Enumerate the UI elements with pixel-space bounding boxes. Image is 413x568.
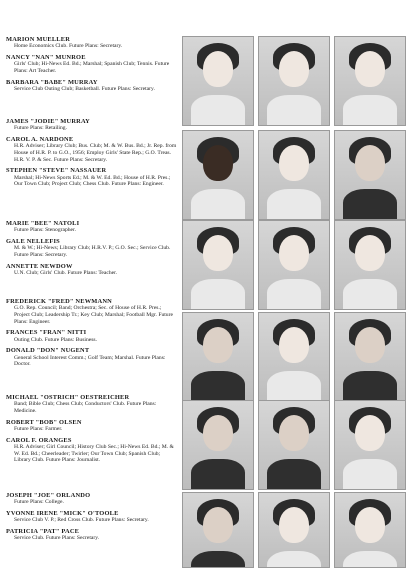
student-name: STEPHEN "STEVE" NASSAUER (6, 167, 107, 175)
bio-entry (6, 263, 178, 277)
student-activities: Band; Bible Club; Chess Club; Conductors' Club. Future Plans: Medicine. (14, 401, 157, 414)
student-activities: H.R. Adviser; Girl Council; History Club Sec.; Hi-News Ed. Bd.; M. & W. Ed. Bd.; Cheerleader; Twirler; Our Town Club; Spanish Club; Library Club. Future Plans: Journalist. (14, 444, 174, 464)
portrait-face (355, 415, 385, 451)
student-name: ROBERT "BOB" OLSEN (6, 418, 82, 426)
student-name: FREDERICK "FRED" NEWMANN (6, 298, 112, 305)
student-activities: Service Club Outing Club; Basketball. Future Plans: Secretary. (14, 86, 155, 92)
portrait-body (191, 189, 245, 220)
portrait-body (343, 459, 397, 490)
portrait-body (267, 459, 321, 490)
portrait-body (267, 189, 321, 220)
student-name: MICHAEL "OSTRICH" OESTREICHER (6, 394, 130, 401)
student-activities: Future Plans: Retailing. (14, 125, 67, 132)
portrait-face (203, 235, 233, 271)
portrait-face (279, 415, 309, 451)
portrait-face (203, 327, 233, 363)
student-photo (334, 312, 406, 402)
student-activities: Service Club. Future Plans: Secretary. (14, 535, 100, 542)
portrait-face (355, 235, 385, 271)
portrait-face (279, 327, 309, 363)
student-activities: Future Plans: Farmer. (14, 426, 63, 432)
portrait-body (343, 371, 397, 402)
student-photo (334, 492, 406, 568)
student-name: DONALD "DON" NUGENT (6, 347, 90, 355)
student-name: CAROL F. ORANGES (6, 436, 72, 444)
student-activities: H.R. Adviser; Library Club; Bus. Club; M. & W. Bus. Bd.; Jr. Rep. from House of H.R. P. to G.O., 1956; Employ Girls' State Rep.; G.O. Treas. H.R. V. P. & Sec. Future Plans: Secretary. (14, 143, 177, 163)
portrait-body (267, 279, 321, 310)
bio-entry (6, 437, 178, 464)
student-name: MARION MUELLER (6, 36, 71, 43)
portrait-face (355, 145, 385, 181)
student-photo (258, 36, 330, 126)
student-photo (334, 36, 406, 126)
student-photo (182, 36, 254, 126)
bio-entry (6, 220, 178, 234)
student-activities: Home Economics Club. Future Plans: Secretary. (14, 43, 123, 50)
portrait-body (267, 371, 321, 402)
student-photo (334, 220, 406, 310)
portrait-body (267, 95, 321, 126)
portrait-body (191, 459, 245, 490)
student-activities: U.N. Club; Girls' Club. Future Plans: Teacher. (14, 270, 118, 276)
student-photo (258, 220, 330, 310)
student-name: FRANCES "FRAN" NITTI (6, 329, 87, 337)
bio-entry (6, 492, 178, 506)
student-name: JOSEPH "JOE" ORLANDO (6, 492, 91, 499)
portrait-face (279, 145, 309, 181)
portrait-face (279, 507, 309, 543)
student-activities: Outing Club. Future Plans: Business. (14, 336, 97, 343)
student-photo (182, 220, 254, 310)
portrait-face (203, 507, 233, 543)
bio-entry (6, 167, 178, 188)
student-name: NANCY "NAN" MUNROE (6, 54, 86, 61)
student-name: ANNETTE NEWDOW (6, 262, 73, 270)
bio-entry (6, 79, 178, 93)
student-photo (258, 492, 330, 568)
portrait-face (355, 51, 385, 87)
student-name: MARIE "BEE" NATOLI (6, 220, 80, 227)
portrait-face (355, 507, 385, 543)
student-photo (258, 400, 330, 490)
student-photo (334, 400, 406, 490)
student-name: CAROL A. NARDONE (6, 136, 74, 143)
portrait-body (343, 551, 397, 568)
bio-entry (6, 329, 178, 343)
student-name: GALE NELLEFIS (6, 238, 60, 245)
student-photo (182, 400, 254, 490)
student-name: JAMES "JODIE" MURRAY (6, 118, 91, 125)
bio-entry (6, 528, 178, 542)
student-activities: G.O. Rep. Council; Band; Orchestra; Sec. of House of H.R. Pres.; Project Club; Leadership Tr.; Key Club; Marshal; Football Mgr. Future Plans: Engineer. (14, 305, 173, 325)
student-photo (334, 130, 406, 220)
bio-group (6, 394, 178, 468)
bio-group (6, 298, 178, 372)
student-activities: Service Club V. P.; Red Cross Club. Future Plans: Secretary. (14, 517, 149, 524)
bio-entry (6, 394, 178, 415)
portrait-body (191, 551, 245, 568)
student-photo (182, 312, 254, 402)
bio-group (6, 492, 178, 546)
student-photo (182, 492, 254, 568)
student-name: PATRICIA "PAT" PACE (6, 528, 80, 535)
portrait-face (279, 51, 309, 87)
student-activities: Marshal; Hi-News Sports Ed.; M. & W. Ed. Bd.; House of H.R. Pres.; Our Town Club; Project Club; Chess Club. Future Plans: Engineer. (14, 174, 171, 188)
bio-entry (6, 347, 178, 368)
bio-entry (6, 238, 178, 259)
student-photo (182, 130, 254, 220)
student-activities: M. & W.; Hi-News; Library Club; H.R.V. P.; G.O. Sec.; Service Club. Future Plans: Secretary. (14, 245, 171, 258)
bio-entry (6, 54, 178, 75)
bio-entry (6, 118, 178, 132)
portrait-body (343, 95, 397, 126)
student-activities: Future Plans: Stenographer. (14, 227, 76, 234)
portrait-face (355, 327, 385, 363)
portrait-face (279, 235, 309, 271)
student-name: YVONNE IRENE "MICK" O'TOOLE (6, 510, 119, 517)
portrait-body (191, 95, 245, 126)
bio-entry (6, 36, 178, 50)
student-activities: Future Plans: College. (14, 499, 64, 506)
bio-entry (6, 510, 178, 524)
portrait-face (203, 145, 233, 181)
student-photo (258, 130, 330, 220)
student-activities: General School Interest Comm.; Golf Team; Marshal. Future Plans: Doctor. (14, 354, 166, 368)
bio-entry (6, 419, 178, 433)
bio-group (6, 220, 178, 281)
bio-group (6, 118, 178, 192)
portrait-body (343, 279, 397, 310)
portrait-body (267, 551, 321, 568)
student-photo (258, 312, 330, 402)
bio-group (6, 36, 178, 97)
student-name: BARBARA "BABE" MURRAY (6, 78, 98, 86)
student-activities: Girls' Club; Hi-News Ed. Bd.; Marshal; Spanish Club; Tennis. Future Plans: Art Teacher. (14, 61, 170, 74)
bio-entry (6, 136, 178, 163)
portrait-face (203, 51, 233, 87)
portrait-body (191, 279, 245, 310)
portrait-body (191, 371, 245, 402)
portrait-face (203, 415, 233, 451)
portrait-body (343, 189, 397, 220)
bio-entry (6, 298, 178, 325)
